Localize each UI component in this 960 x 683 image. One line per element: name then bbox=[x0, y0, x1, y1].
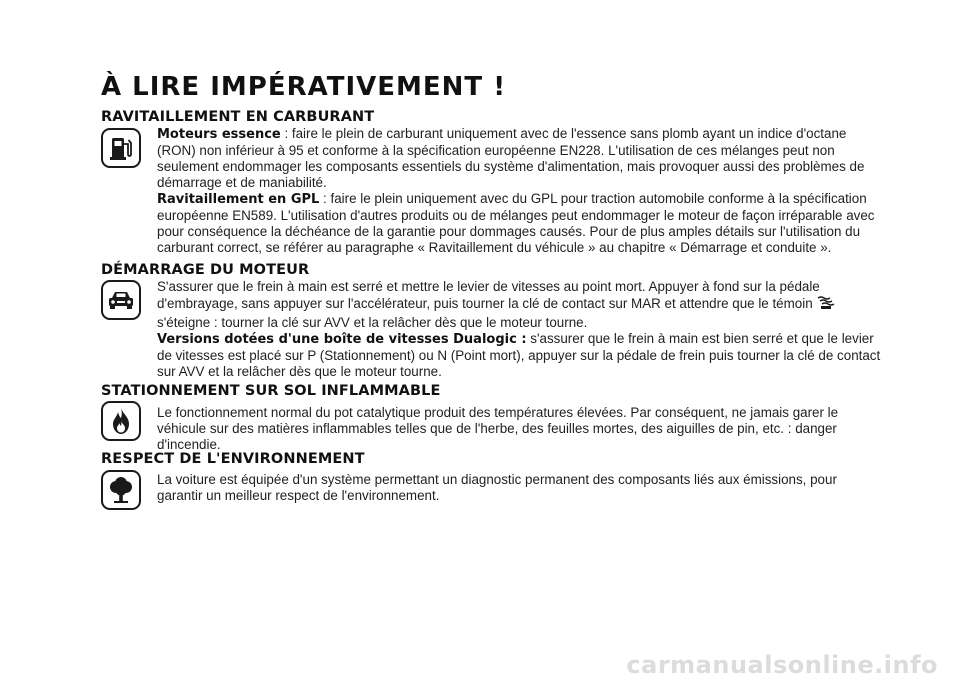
starting-section-text bbox=[157, 279, 882, 380]
parking-section-icon-box bbox=[101, 401, 141, 441]
starting-text-before: S'assurer que le frein à main est serré et mettre le levier de vitesses au point mort. Appuyer à fond sur la pédale d'embrayage, sans appuyer sur l'accélérateur, puis tourner la clé de contact sur MAR et attendre que le témoin bbox=[157, 279, 820, 311]
starting-paragraph-manual bbox=[157, 279, 882, 331]
fuel-paragraph-petrol bbox=[157, 126, 882, 191]
starting-paragraph-dualogic bbox=[157, 331, 882, 380]
lpg-refuelling-text: : faire le plein uniquement avec du GPL pour traction automobile conforme à la spécification européenne EN589. L'utilisation d'autres produits ou de mélanges peut endommager le moteur de façon irréparable avec pour conséquence la déchéance de la garantie pour dommages causés. Pour de plus amples détails sur l'utilisation du carburant correct, se référer au paragraphe « Ravitaillement du véhicule » au chapitre « Démarrage et conduite ». bbox=[157, 191, 875, 255]
lead-dualogic-versions: Versions dotées d'une boîte de vitesses Dualogic : bbox=[157, 332, 527, 347]
section-heading-environment: RESPECT DE L'ENVIRONNEMENT bbox=[101, 451, 365, 467]
watermark: carmanualsonline.info bbox=[626, 651, 938, 679]
section-heading-starting: DÉMARRAGE DU MOTEUR bbox=[101, 262, 310, 278]
glow-plug-warning-icon bbox=[816, 295, 836, 315]
page-title: À LIRE IMPÉRATIVEMENT ! bbox=[101, 72, 507, 102]
fuel-paragraph-lpg bbox=[157, 191, 882, 256]
fuel-section-icon-box bbox=[101, 128, 141, 168]
fuel-pump-icon bbox=[109, 135, 133, 161]
fuel-section-text bbox=[157, 126, 882, 256]
lead-lpg-refuelling: Ravitaillement en GPL bbox=[157, 192, 320, 207]
parking-section-text bbox=[157, 405, 882, 453]
flame-icon bbox=[110, 407, 132, 435]
starting-section-icon-box bbox=[101, 280, 141, 320]
section-heading-parking: STATIONNEMENT SUR SOL INFLAMMABLE bbox=[101, 383, 441, 399]
tree-icon bbox=[107, 476, 135, 504]
starting-text-after: s'éteigne : tourner la clé sur AVV et la relâcher dès que le moteur tourne. bbox=[157, 315, 588, 330]
parking-paragraph: Le fonctionnement normal du pot catalytique produit des températures élevées. Par conséquent, ne jamais garer le véhicule sur des matières inflammables telles que de l'herbe, des feuilles mortes, des aiguilles de pin, etc. : danger d'incendie. bbox=[157, 405, 839, 452]
car-front-icon bbox=[107, 289, 135, 311]
petrol-engines-text: : faire le plein de carburant uniquement avec de l'essence sans plomb ayant un indice d'octane (RON) non inférieur à 95 et conforme à la spécification européenne EN228. L'utilisation de ces mélanges peut non seulement endommager les composants essentiels du système d'alimentation, mais provoquer aussi des problèmes de démarrage et de maniabilité. bbox=[157, 126, 865, 190]
dualogic-text: s'assurer que le frein à main est bien serré et que le levier de vitesses est placé sur P (Stationnement) ou N (Point mort), appuyer sur la pédale de frein puis tourner la clé de contact sur AVV et la relâcher dès que le moteur tourne. bbox=[157, 331, 881, 379]
lead-petrol-engines: Moteurs essence bbox=[157, 127, 281, 142]
environment-paragraph: La voiture est équipée d'un système permettant un diagnostic permanent des composants liés aux émissions, pour garantir un meilleur respect de l'environnement. bbox=[157, 472, 837, 503]
environment-section-icon-box bbox=[101, 470, 141, 510]
environment-section-text bbox=[157, 472, 882, 504]
section-heading-fuel: RAVITAILLEMENT EN CARBURANT bbox=[101, 109, 375, 125]
